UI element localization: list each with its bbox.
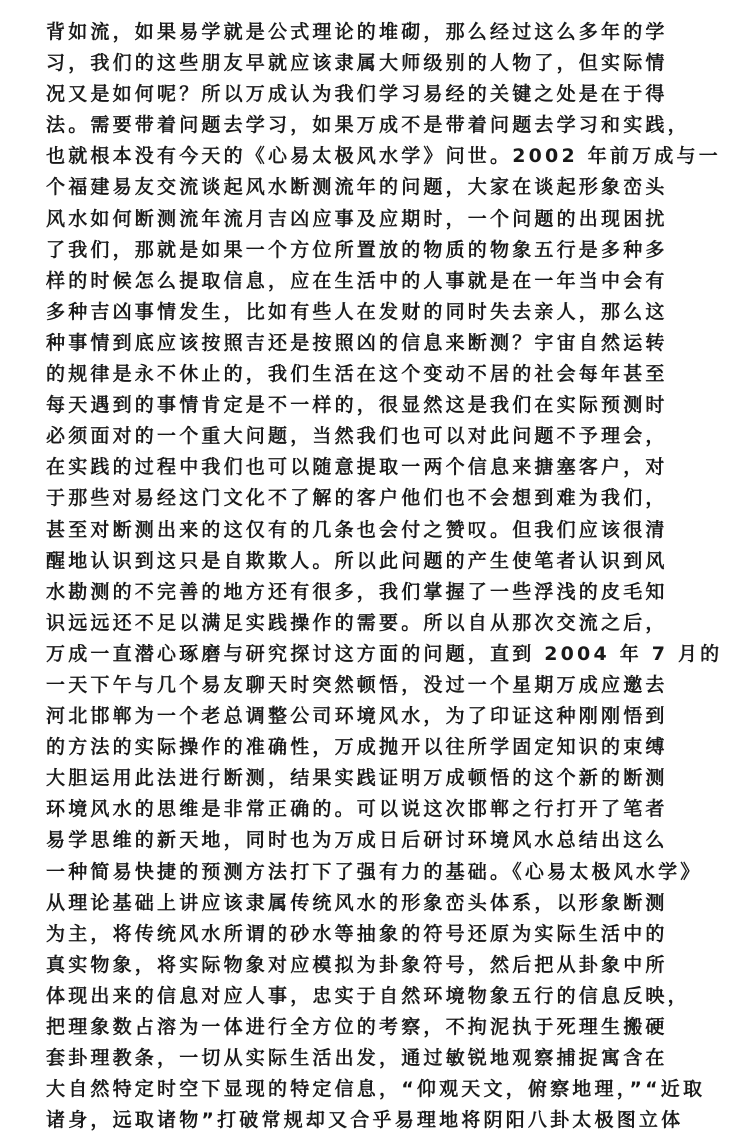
text-line: 风水如何断测流年流月吉凶应事及应期时，一个问题的出现困扰 <box>46 207 668 230</box>
text-line: 了我们，那就是如果一个方位所置放的物质的物象五行是多种多 <box>46 238 668 261</box>
text-line: 于那些对易经这门文化不了解的客户他们也不会想到难为我们， <box>46 487 668 510</box>
text-line: 的方法的实际操作的准确性，万成抛开以往所学固定知识的束缚 <box>46 736 668 759</box>
text-line: 醒地认识到这只是自欺欺人。所以此问题的产生使笔者认识到风 <box>46 549 668 572</box>
document-page <box>46 17 726 1136</box>
text-line: 每天遇到的事情肯定是不一样的，很显然这是我们在实际预测时 <box>46 394 668 417</box>
text-line: 环境风水的思维是非常正确的。可以说这次邯郸之行打开了笔者 <box>46 798 668 821</box>
text-line: 万成一直潜心琢磨与研究探讨这方面的问题，直到 2004 年 7 月的 <box>46 642 723 665</box>
text-line: 在实践的过程中我们也可以随意提取一两个信息来搪塞客户，对 <box>46 456 668 479</box>
text-line: 水勘测的不完善的地方还有很多，我们掌握了一些浮浅的皮毛知 <box>46 580 668 603</box>
text-line: 甚至对断测出来的这仅有的几条也会付之赞叹。但我们应该很清 <box>46 518 668 541</box>
text-line: 诸身，远取诸物”打破常规却又合乎易理地将阴阳八卦太极图立体 <box>46 1109 684 1132</box>
text-line: 背如流，如果易学就是公式理论的堆砌，那么经过这么多年的学 <box>46 21 668 43</box>
text-line: 一种简易快捷的预测方法打下了强有力的基础。《心易太极风水学》 <box>46 860 703 883</box>
text-line: 河北邯郸为一个老总调整公司环境风水，为了印证这种刚刚悟到 <box>46 705 668 728</box>
text-line: 大胆运用此法进行断测，结果实践证明万成顿悟的这个新的断测 <box>46 767 668 790</box>
text-line: 的规律是永不休止的，我们生活在这个变动不居的社会每年甚至 <box>46 363 668 386</box>
text-line: 从理论基础上讲应该隶属传统风水的形象峦头体系，以形象断测 <box>46 891 668 914</box>
text-line: 把理象数占溶为一体进行全方位的考察，不拘泥执于死理生搬硬 <box>46 1016 668 1038</box>
text-line: 样的时候怎么提取信息，应在生活中的人事就是在一年当中会有 <box>46 269 668 292</box>
text-line: 识远远还不足以满足实践操作的需要。所以自从那次交流之后， <box>46 611 668 634</box>
text-line: 为主，将传统风水所谓的砂水等抽象的符号还原为实际生活中的 <box>46 922 668 945</box>
text-line: 况又是如何呢？所以万成认为我们学习易经的关键之处是在于得 <box>46 83 668 106</box>
text-line: 多种吉凶事情发生，比如有些人在发财的同时失去亲人，那么这 <box>46 300 668 323</box>
text-line: 一天下午与几个易友聊天时突然顿悟，没过一个星期万成应邀去 <box>46 673 668 696</box>
text-line: 也就根本没有今天的《心易太极风水学》问世。2002 年前万成与一 <box>46 145 721 168</box>
text-line: 法。需要带着问题去学习，如果万成不是带着问题去学习和实践， <box>46 114 690 137</box>
text-line: 真实物象，将实际物象对应模拟为卦象符号，然后把从卦象中所 <box>46 953 668 976</box>
text-line: 必须面对的一个重大问题，当然我们也可以对此问题不予理会， <box>46 425 668 448</box>
text-line: 种事情到底应该按照吉还是按照凶的信息来断测？宇宙自然运转 <box>46 331 668 354</box>
text-line: 体现出来的信息对应人事，忠实于自然环境物象五行的信息反映， <box>46 984 690 1007</box>
text-line: 套卦理教条，一切从实际生活出发，通过敏锐地观察捕捉寓含在 <box>46 1047 668 1070</box>
text-line: 大自然特定时空下显现的特定信息，“仰观天文，俯察地理，”“近取 <box>46 1078 706 1101</box>
text-line: 个福建易友交流谈起风水断测流年的问题，大家在谈起形象峦头 <box>46 176 668 199</box>
text-line: 易学思维的新天地，同时也为万成日后研讨环境风水总结出这么 <box>46 829 668 852</box>
text-line: 习，我们的这些朋友早就应该隶属大师级别的人物了，但实际情 <box>46 52 668 75</box>
